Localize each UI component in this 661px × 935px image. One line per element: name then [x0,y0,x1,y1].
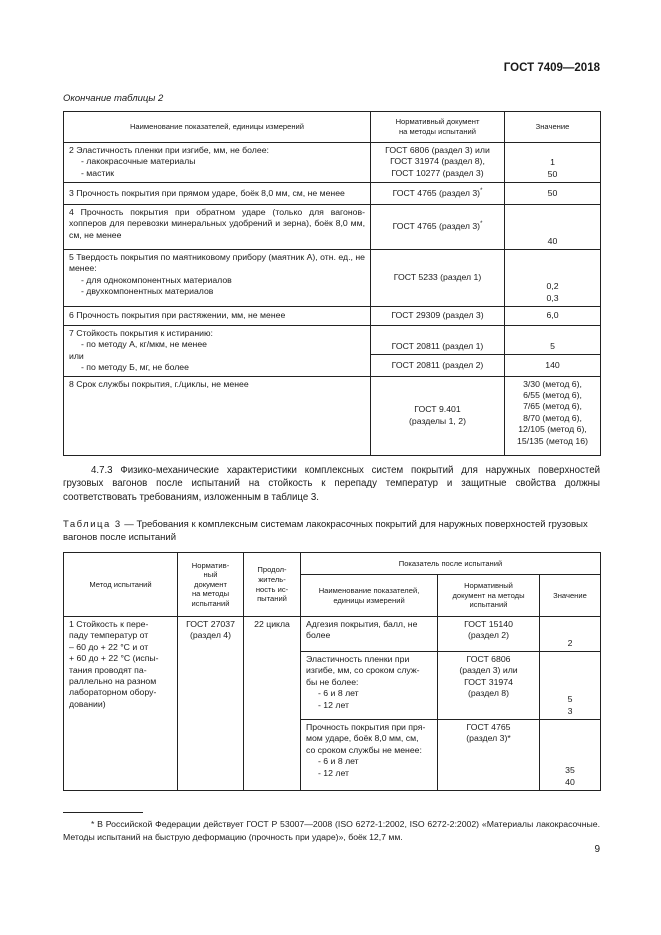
table-row [64,143,601,183]
indicator-value: 5 3 [540,652,601,720]
row-doc: ГОСТ 20811 (раздел 1) [371,326,505,355]
row-doc: ГОСТ 4765 (раздел 3)* [371,205,505,250]
page-number: 9 [594,844,600,855]
paragraph-4-7-3: 4.7.3 Физико-механические характеристики комплексных систем покрытий для наружных поверхностей грузовых вагонов после испытаний на стойкость к перепаду температур и защитные свойства должны соответствовать требованиям, изложенным в таблице 3. [63,465,600,503]
header-indicator-name: Наименование показателей, единицы измерений [301,575,438,617]
row-value: 1 50 [505,143,601,183]
header-value: Значение [505,112,601,143]
header-norm-doc: Норматив- ный документ на методы испытаний [178,553,244,617]
header-method-doc: Нормативный документ на методы испытаний [371,112,505,143]
table-row [64,376,601,455]
row-name: 5 Твердость покрытия по маятниковому прибору (маятник А), отн. ед., не менее: - для однокомпонентных материалов - двухкомпонентных материалов [64,250,371,307]
header-name: Наименование показателей, единицы измерений [64,112,371,143]
row-name: 7 Стойкость покрытия к истиранию: - по методу А, кг/мкм, не менее или - по методу Б, мг, не более [64,326,371,377]
table-row [64,183,601,205]
header-method: Метод испытаний [64,553,178,617]
row-value: 6,0 [505,307,601,326]
row-value: 3/30 (метод 6), 6/55 (метод 6), 7/65 (метод 6), 8/70 (метод 6), 12/105 (метод 6), 15/135 (метод 16) [505,376,601,455]
table-3-caption: Таблица 3 — Требования к комплексным системам лакокрасочных покрытий для наружных поверхностей грузовых вагонов после испытаний [63,519,588,543]
row-doc: ГОСТ 29309 (раздел 3) [371,307,505,326]
table-continuation-label: Окончание таблицы 2 [63,93,164,104]
row-value: 40 [505,205,601,250]
norm-doc-cell: ГОСТ 27037 (раздел 4) [178,617,244,791]
indicator-doc: ГОСТ 4765 (раздел 3)* [438,720,540,791]
row-value: 50 [505,183,601,205]
document-number-header: ГОСТ 7409—2018 [503,62,600,74]
row-doc: ГОСТ 4765 (раздел 3)* [371,183,505,205]
method-cell: 1 Стойкость к пере- паду температур от – 60 до + 22 °С и от + 60 до + 22 °С (испы- тания проводят па- раллельно на разном лабораторном обору- довании) [64,617,178,791]
table-row [64,250,601,307]
footnote-divider [63,812,143,813]
header-indicator-value: Значение [540,575,601,617]
row-name: 6 Прочность покрытия при растяжении, мм, не менее [64,307,371,326]
row-name: 8 Срок службы покрытия, г./циклы, не менее [64,376,371,455]
row-doc: ГОСТ 20811 (раздел 2) [371,355,505,376]
duration-cell: 22 цикла [244,617,301,791]
table-3 [63,552,601,791]
row-value: 5 [505,326,601,355]
table-2 [63,111,601,456]
table-header-row [64,553,601,575]
row-doc: ГОСТ 9.401 (разделы 1, 2) [371,376,505,455]
row-value: 140 [505,355,601,376]
indicator-doc: ГОСТ 6806 (раздел 3) или ГОСТ 31974 (раздел 8) [438,652,540,720]
header-duration: Продол- житель- ность ис- пытаний [244,553,301,617]
table-header-row [64,112,601,143]
row-name: 4 Прочность покрытия при обратном ударе (только для вагонов-хопперов для перевозки минеральных удобрений и зерна), боёк 8,0 мм, см, не менее [64,205,371,250]
indicator-doc: ГОСТ 15140 (раздел 2) [438,617,540,652]
row-value: 0,2 0,3 [505,250,601,307]
table-row [64,205,601,250]
indicator-value: 2 [540,617,601,652]
table-row [64,326,601,355]
row-name: 2 Эластичность пленки при изгибе, мм, не более: - лакокрасочные материалы - мастик [64,143,371,183]
table-row [64,307,601,326]
indicator-value: 35 40 [540,720,601,791]
row-doc: ГОСТ 6806 (раздел 3) или ГОСТ 31974 (раздел 8), ГОСТ 10277 (раздел 3) [371,143,505,183]
indicator-name: Прочность покрытия при пря- мом ударе, боёк 8,0 мм, см, со сроком службы не менее: - 6 и 8 лет - 12 лет [301,720,438,791]
row-name: 3 Прочность покрытия при прямом ударе, боёк 8,0 мм, см, не менее [64,183,371,205]
indicator-name: Адгезия покрытия, балл, не более [301,617,438,652]
table-row [64,617,601,652]
row-doc: ГОСТ 5233 (раздел 1) [371,250,505,307]
header-indicator-doc: Нормативный документ на методы испытаний [438,575,540,617]
footnote: * В Российской Федерации действует ГОСТ Р 53007—2008 (ISO 6272-1:2002, ISO 6272-2:2002) «Материалы лакокрасочные. Методы испытаний на быструю деформацию (прочность при ударе)», боёк 12,7 мм. [63,819,600,842]
indicator-name: Эластичность пленки при изгибе, мм, со сроком служ- бы не более: - 6 и 8 лет - 12 лет [301,652,438,720]
header-indicator-group: Показатель после испытаний [301,553,601,575]
